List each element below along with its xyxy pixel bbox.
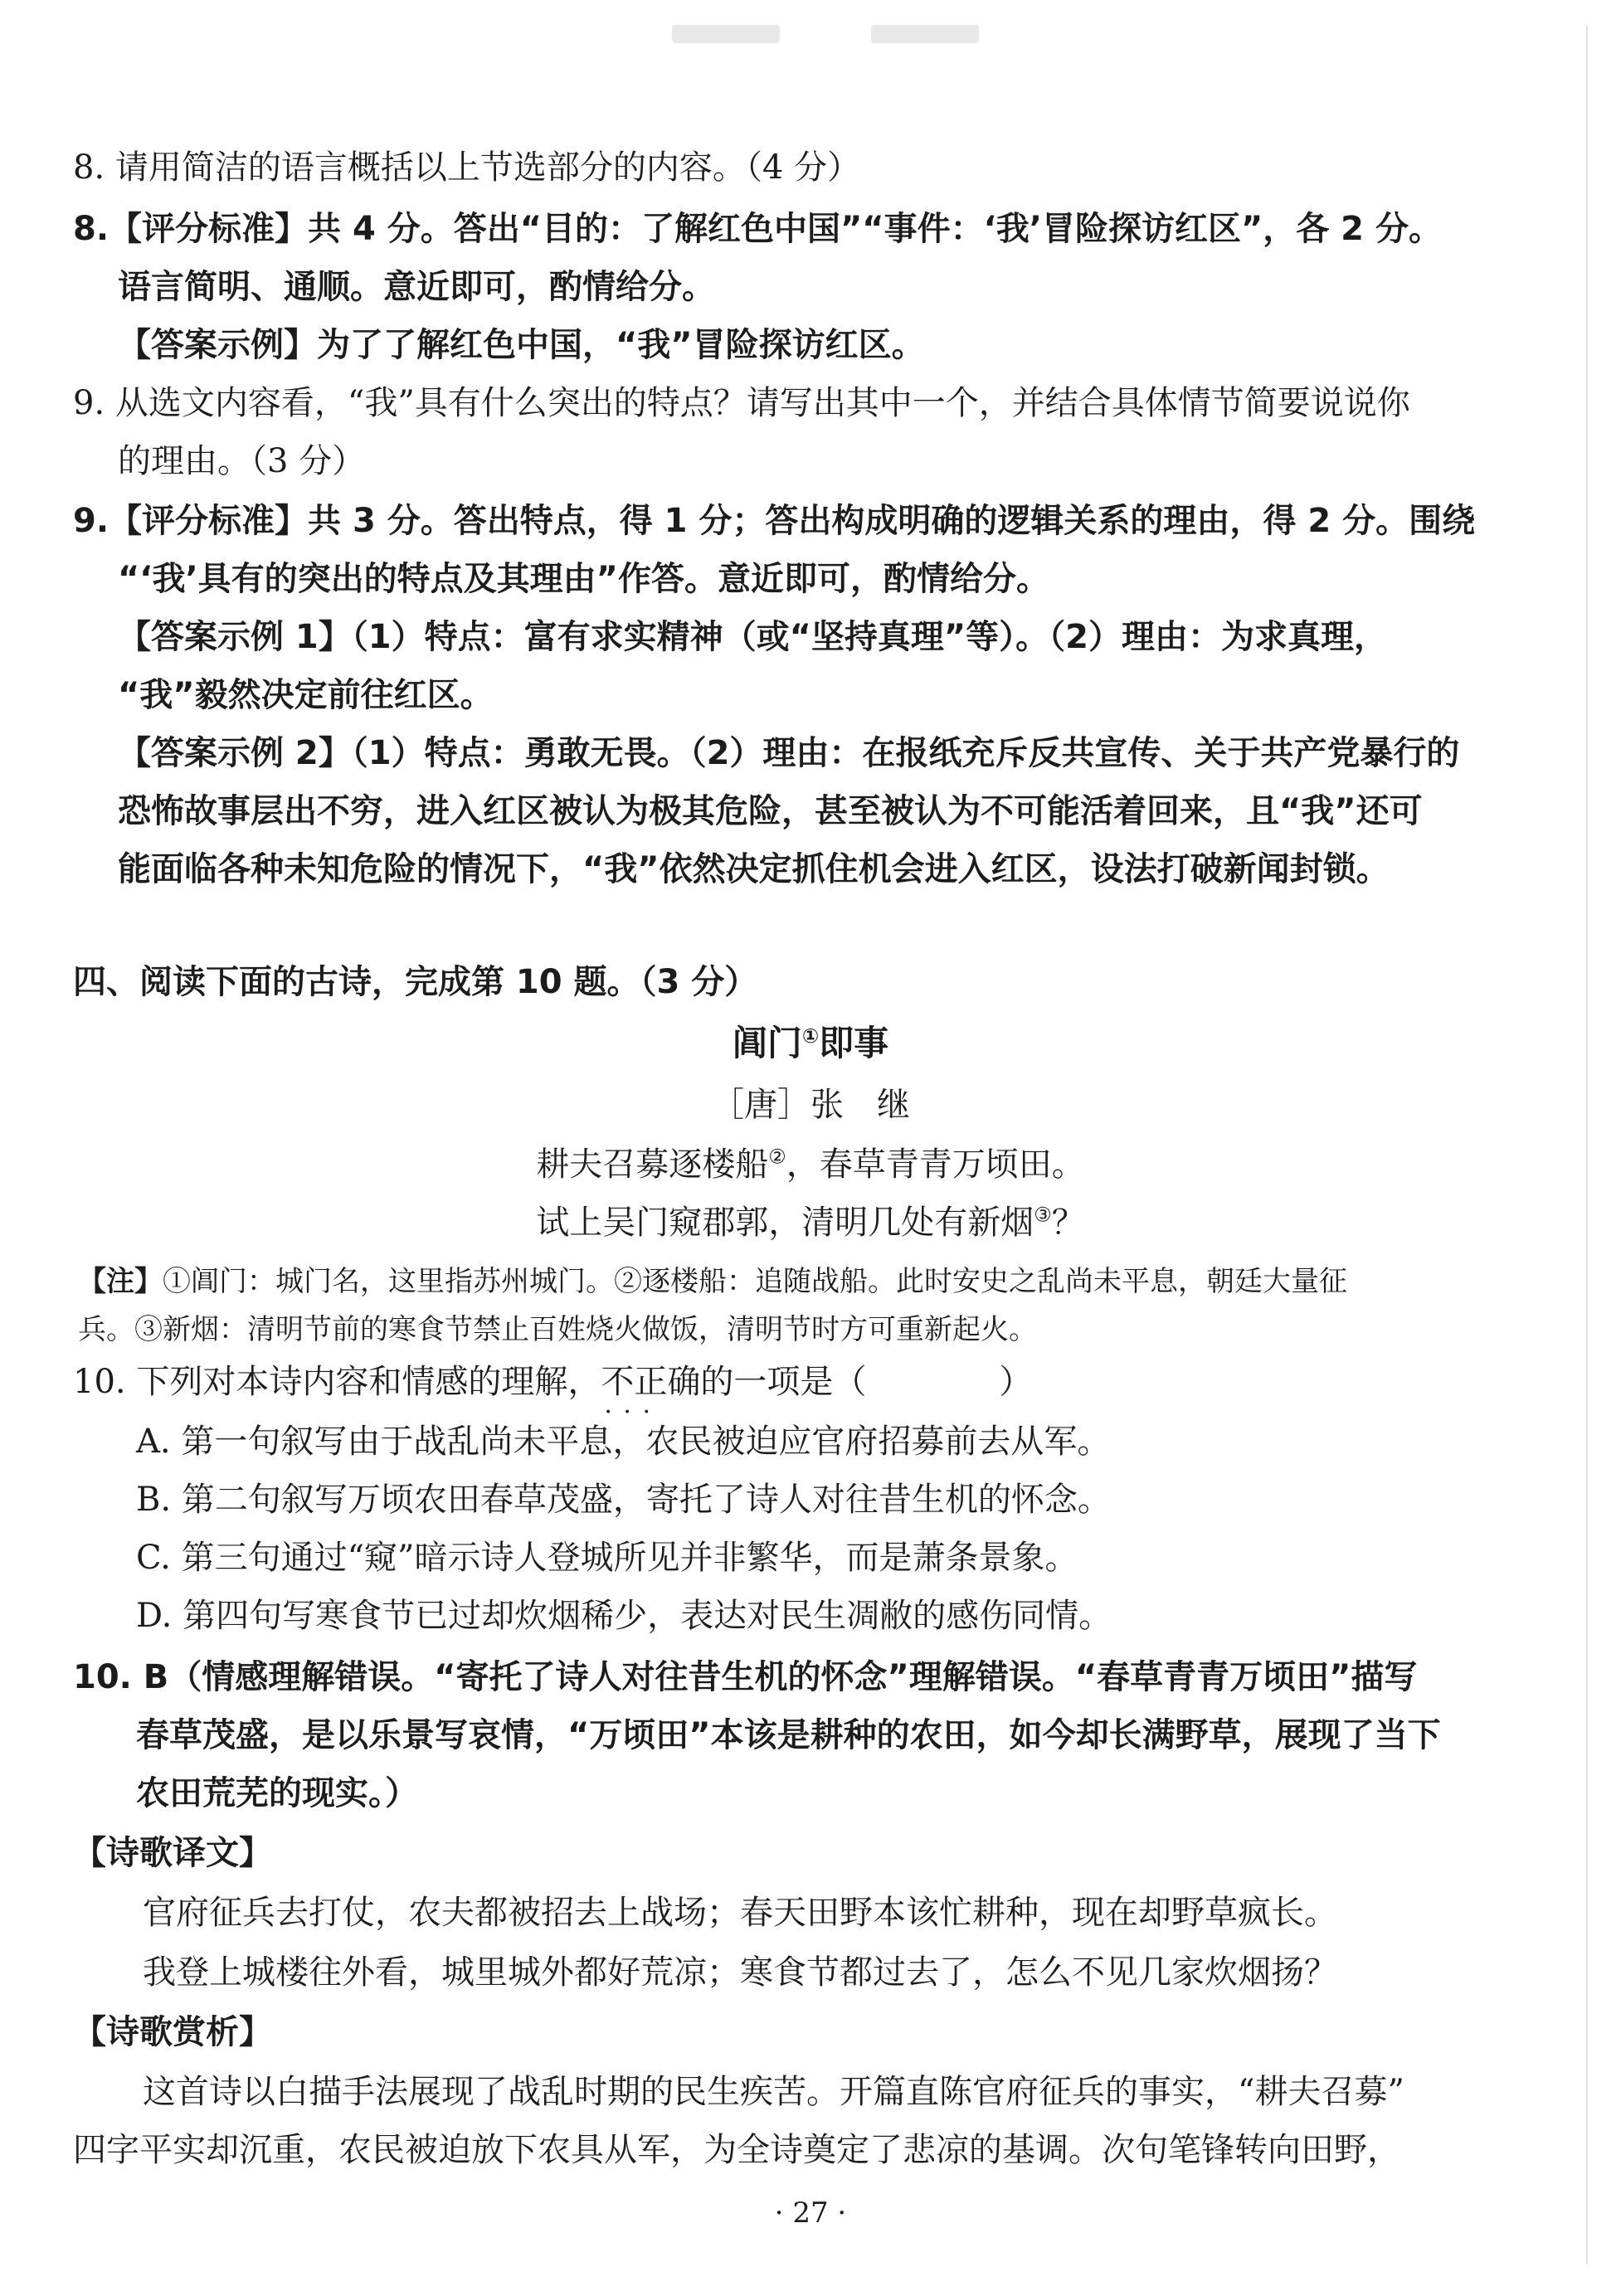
appreciation-line: 这首诗以白描手法展现了战乱时期的民生疾苦。开篇直陈官府征兵的事实，“耕夫召募” bbox=[143, 2073, 1404, 2111]
poem-line bbox=[0, 1143, 1621, 1186]
q9-example2-cont: 能面临各种未知危险的情况下，“我”依然决定抓住机会进入红区，设法打破新闻封锁。 bbox=[118, 850, 1390, 888]
q10-answer: 10. B（情感理解错误。“寄托了诗人对往昔生机的怀念”理解错误。“春草青青万顷田”描写 bbox=[73, 1658, 1418, 1696]
q9-example1: 【答案示例 1】（1）特点：富有求实精神（或“坚持真理”等）。（2）理由：为求真理， bbox=[118, 618, 1387, 656]
translation-line: 我登上城楼往外看，城里城外都好荒凉；寒食节都过去了，怎么不见几家炊烟扬？ bbox=[143, 1953, 1337, 1992]
q9-criteria: 9.【评分标准】共 3 分。答出特点，得 1 分；答出构成明确的逻辑关系的理由，得 2 分。围绕 bbox=[73, 502, 1476, 540]
poem-line-text: 耕夫召募逐楼船 bbox=[536, 1146, 769, 1184]
q8-question: 8. 请用简洁的语言概括以上节选部分的内容。（4 分） bbox=[73, 148, 861, 187]
poem-note bbox=[78, 1262, 1347, 1301]
footnote-marker: ① bbox=[801, 1024, 820, 1048]
q9-question-cont: 的理由。（3 分） bbox=[118, 442, 366, 480]
poem-line bbox=[0, 1201, 1621, 1244]
scan-artifact bbox=[871, 25, 979, 43]
poem-title bbox=[0, 1022, 1621, 1065]
q9-example2: 【答案示例 2】（1）特点：勇敢无畏。（2）理由：在报纸充斥反共宣传、关于共产党暴行的 bbox=[118, 734, 1460, 772]
q8-criteria-cont: 语言简明、通顺。意近即可，酌情给分。 bbox=[118, 268, 715, 306]
option-b: B. 第二句叙写万顷农田春草茂盛，寄托了诗人对往昔生机的怀念。 bbox=[136, 1481, 1111, 1519]
section-heading: 四、阅读下面的古诗，完成第 10 题。（3 分） bbox=[73, 963, 758, 1001]
footnote-marker: ② bbox=[768, 1145, 786, 1169]
note-text: ①阊门：城门名，这里指苏州城门。②逐楼船：追随战船。此时安史之乱尚未平息，朝廷大量征 bbox=[163, 1265, 1347, 1298]
q8-example: 【答案示例】为了了解红色中国，“我”冒险探访红区。 bbox=[118, 326, 925, 364]
option-a: A. 第一句叙写由于战乱尚未平息，农民被迫应官府招募前去从军。 bbox=[136, 1423, 1111, 1461]
q10-answer-cont: 春草茂盛，是以乐景写哀情，“万顷田”本该是耕种的农田，如今却长满野草，展现了当下 bbox=[136, 1716, 1441, 1754]
note-label: 【注】 bbox=[78, 1265, 163, 1298]
appreciation-line: 四字平实却沉重，农民被迫放下农具从军，为全诗奠定了悲凉的基调。次句笔锋转向田野， bbox=[73, 2131, 1400, 2169]
poem-title-text: 阊门 bbox=[732, 1023, 802, 1063]
option-d: D. 第四句写寒食节已过却炊烟稀少，表达对民生凋敝的感伤同情。 bbox=[136, 1597, 1112, 1635]
poem-line-text: ？ bbox=[1051, 1204, 1085, 1242]
option-c: C. 第三句通过“窥”暗示诗人登城所见并非繁华，而是萧条景象。 bbox=[136, 1539, 1078, 1577]
q9-example2-cont: 恐怖故事层出不穷，进入红区被认为极其危险，甚至被认为不可能活着回来，且“我”还可 bbox=[118, 792, 1423, 830]
appreciation-heading: 【诗歌赏析】 bbox=[73, 2013, 272, 2051]
q8-criteria: 8.【评分标准】共 4 分。答出“目的：了解红色中国”“事件：‘我’冒险探访红区”，各 2 分。 bbox=[73, 210, 1442, 248]
translation-line: 官府征兵去打仗，农夫都被招去上战场；春天田野本该忙耕种，现在却野草疯长。 bbox=[143, 1894, 1337, 1932]
poem-title-text: 即事 bbox=[819, 1023, 889, 1063]
footnote-marker: ③ bbox=[1034, 1203, 1052, 1227]
poem-line-text: ，春草青青万顷田。 bbox=[786, 1146, 1085, 1184]
poem-note-cont: 兵。③新烟：清明节前的寒食节禁止百姓烧火做饭，清明节时方可重新起火。 bbox=[78, 1313, 1037, 1346]
poem-author: ［唐］张 继 bbox=[711, 1086, 910, 1124]
q10-question-text: 10. 下列对本诗内容和情感的理解， bbox=[73, 1363, 601, 1401]
q10-question bbox=[73, 1360, 1032, 1403]
scan-artifact bbox=[672, 25, 780, 43]
page-number: · 27 · bbox=[774, 2196, 847, 2230]
emphasis-text: 不正确 · · · bbox=[601, 1363, 700, 1401]
q9-example1-cont: “我”毅然决定前往红区。 bbox=[118, 676, 494, 714]
q9-question: 9. 从选文内容看，“我”具有什么突出的特点？请写出其中一个，并结合具体情节简要说说你 bbox=[73, 384, 1410, 422]
q10-answer-cont: 农田荒芜的现实。） bbox=[136, 1774, 418, 1812]
q10-question-text: 的一项是（ ） bbox=[700, 1363, 1033, 1401]
q9-criteria-cont: “‘我’具有的突出的特点及其理由”作答。意近即可，酌情给分。 bbox=[118, 560, 1049, 598]
poem-line-text: 试上吴门窥郡郭，清明几处有新烟 bbox=[536, 1204, 1034, 1242]
translation-heading: 【诗歌译文】 bbox=[73, 1834, 272, 1872]
